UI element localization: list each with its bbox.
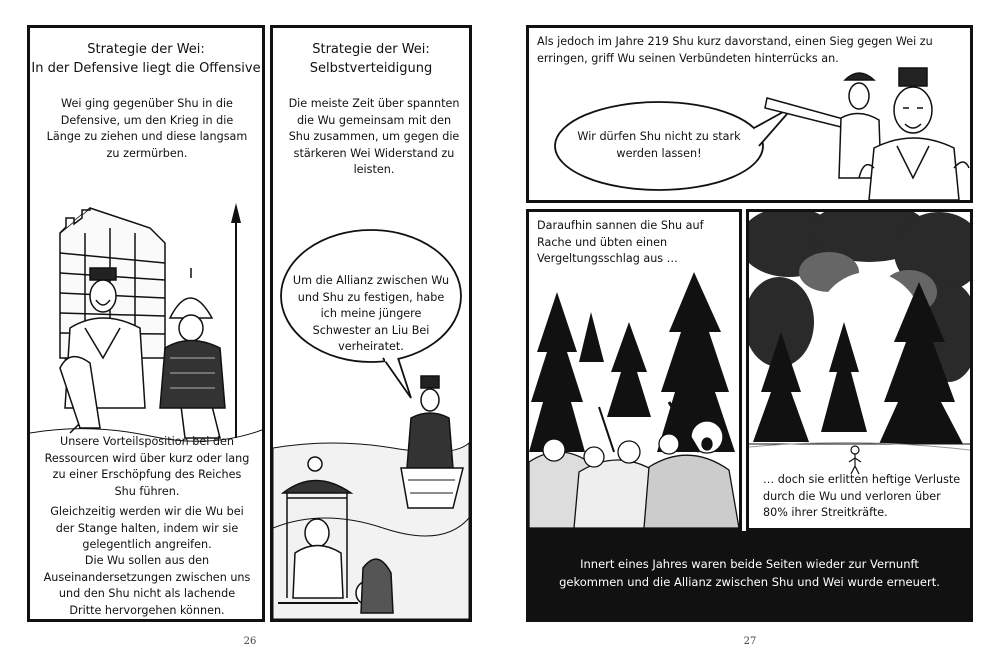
title-line-1: Strategie der Wei: xyxy=(87,42,205,57)
panel-wu-betrayal xyxy=(526,25,973,203)
caption: … doch sie erlitten heftige Verluste durch die Wu und verloren über 80% ihrer Streitkräfte. xyxy=(763,473,961,519)
caption-laughing-third: Die Wu sollen aus den Auseinandersetzungen zwischen uns und den Shu nicht als lachende Dritte hervorgehen können. xyxy=(43,554,251,617)
caption-top: Wei ging gegenüber Shu in die Defensive, um den Krieg in die Länge zu ziehen und diese langsam zu zermürben. xyxy=(46,97,248,160)
panel-wei-defensive xyxy=(27,25,265,622)
caption: Daraufhin sannen die Shu auf Rache und übten einen Vergeltungsschlag aus … xyxy=(537,219,704,265)
title-line-2: Selbstverteidigung xyxy=(309,61,433,76)
page-number: 27 xyxy=(743,636,757,647)
panel-shu-losses xyxy=(746,209,973,531)
panel-title xyxy=(30,40,262,78)
caption-resources: Unsere Vorteilsposition bei den Ressourcen wird über kurz oder lang zu einer Erschöpfung des Reiches Shu führen. xyxy=(44,435,250,498)
title-line-2: In der Defensive liegt die Offensive xyxy=(31,61,261,76)
speech-text: Um die Allianz zwischen Wu und Shu zu festigen, habe ich meine jüngere Schwester an Liu Bei verheiratet. xyxy=(292,274,450,353)
conclusion-banner xyxy=(526,531,973,622)
caption-top: Die meiste Zeit über spannten die Wu gemeinsam mit den Shu zusammen, um gegen die stärkeren Wei Widerstand zu leisten. xyxy=(288,97,460,176)
caption: Als jedoch im Jahre 219 Shu kurz davorstand, einen Sieg gegen Wei zu erringen, griff Wu seinen Verbündeten hinterrücks an. xyxy=(537,35,933,65)
panel-shu-revenge xyxy=(526,209,742,531)
panel-title xyxy=(273,40,469,78)
speech-text: Wir dürfen Shu nicht zu stark werden lassen! xyxy=(577,130,741,160)
caption-wu-pressure: Gleichzeitig werden wir die Wu bei der Stange halten, indem wir sie gelegentlich angreifen. xyxy=(50,505,244,551)
title-line-1: Strategie der Wei: xyxy=(312,42,430,57)
page-number: 26 xyxy=(243,636,257,647)
right-page xyxy=(500,0,1000,664)
banner-text: Innert eines Jahres waren beide Seiten wieder zur Vernunft gekommen und die Allianz zwischen Shu und Wei wurde erneuert. xyxy=(559,557,940,589)
panel-wei-self-defense xyxy=(270,25,472,622)
